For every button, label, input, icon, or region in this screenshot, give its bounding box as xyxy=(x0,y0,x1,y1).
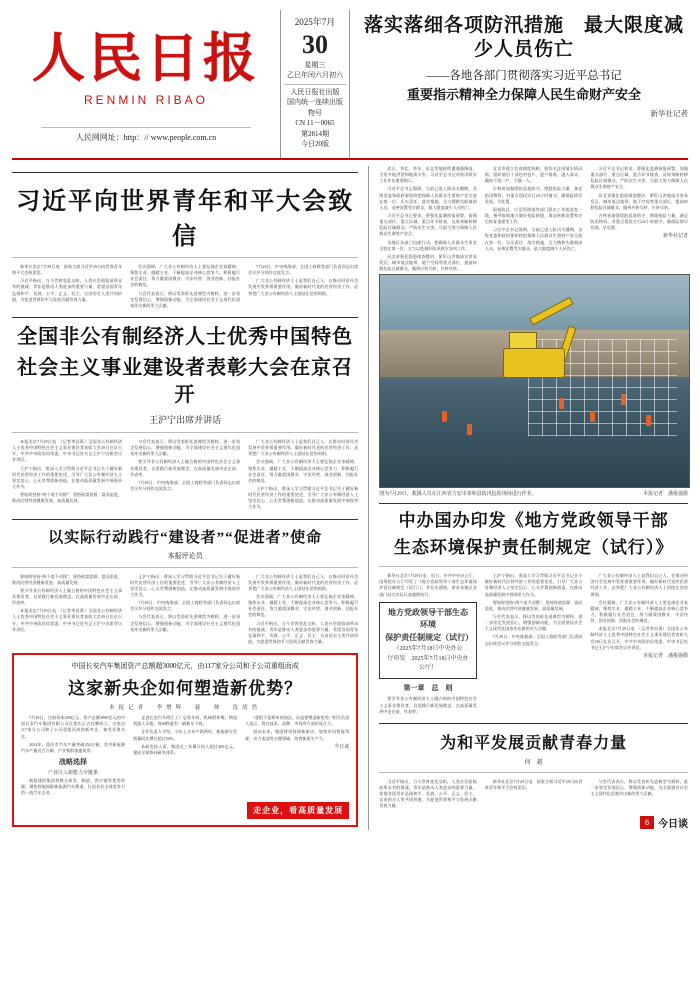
paragraph: 习近平总书记要求，要强化监测预报预警，加强重点部位、重点区域、重点环节排查，及时果断转移危险区域群众，严防次生灾害，尽最大努力保障人民群众生命财产安全。 xyxy=(590,166,689,190)
lead-story-body xyxy=(379,166,688,274)
paragraph: 吉林省加强堤防巡查防守，增派抢险力量，备足防汛物资，对重点堤段实行24小时值守，确保险情早发现、早处置。 xyxy=(484,186,583,204)
paragraph: 王沪宁指出，要深入学习贯彻习近平总书记关于做好新时代民营经济工作的重要论述，引导广大非公有制经济人士坚定信心、心无旁骛创新创造，在推动高质量发展中展现更大作为。 xyxy=(130,573,241,597)
photo-excavator xyxy=(485,318,575,388)
paper-pinyin: RENMIN RIBAO xyxy=(83,93,208,107)
paragraph: 与会代表表示，将以受表彰先进典型为榜样，进一步坚定发展信心，增强创新动能，为全面建设社会主义现代化国家作出新的更大贡献。 xyxy=(590,778,689,797)
feature-box-changan[interactable] xyxy=(12,653,358,827)
photo-worker xyxy=(467,424,472,435)
feature-body xyxy=(21,715,349,798)
headline-editorial[interactable]: 以实际行动践行“建设者”“促进者”使命 xyxy=(48,529,323,546)
headline-regulation-line2[interactable]: 生态环境保护责任制规定（试行）》 xyxy=(393,538,674,558)
paragraph: 本报北京7月29日电 （记者李昌禹）全国非公有制经济人士优秀中国特色社会主义事业建设者表彰大会29日在京召开。中共中央政治局常委、中央书记处书记王沪宁出席会议并讲话。 xyxy=(12,608,123,632)
paragraph: 各地区各部门迅速行动，把确保人民群众生命安全放在第一位，全力以赴做好防汛救灾各项工作。 xyxy=(379,239,477,251)
document-approval-2: 厅印发 2025年7月18日中央办公厅） xyxy=(387,655,469,672)
paragraph: 王沪宁指出，要深入学习贯彻习近平总书记关于做好新时代民营经济工作的重要论述，引导广大非公有制经济人士坚定信心、心无旁骛创新创造，在推动高质量发展中展现更大作为。 xyxy=(484,573,583,597)
youth-byline: 何 越 xyxy=(524,759,543,766)
paragraph: “重组不是简单的加法，而是要塑造新优势。”相关负责人表示，将在技术、品牌、市场等方面形成合力。 xyxy=(245,715,350,727)
paragraph: 习近平总书记要求，要强化监测预报预警，加强重点部位、重点区域、重点环节排查，及时果断转移危险区域群众，严防次生灾害，尽最大努力保障人民群众生命财产安全。 xyxy=(379,212,477,237)
paper-title: 人民日报 xyxy=(32,27,260,89)
photo-credit: 本报记者 潘俊强摄 xyxy=(642,492,688,498)
lead-byline: 新华社记者 xyxy=(650,109,688,119)
today-talk-badge-number: 8 xyxy=(640,816,654,829)
story-editorial-body xyxy=(12,574,358,648)
paragraph: 广大非公有制经济人士是我们自己人，在推动经济社会发展中发挥着重要作用。做好新时代党的民营经济工作，必须把广大非公有制经济人士团结在党的周围。 xyxy=(248,438,359,457)
issue-day: 30 xyxy=(302,29,328,59)
paragraph: 会议强调，广大非公有制经济人士要弘扬企业家精神，聚焦实业、做精主业，不断提高企业核心竞争力，积极履行社会责任，努力做爱国敬业、守法经营、创业创新、回报社会的典范。 xyxy=(590,599,689,624)
paragraph: 新华社北京7月29日电 国家主席习近平29日向世界青年和平大会致贺信。 xyxy=(484,778,583,790)
paragraph: 会议强调，广大非公有制经济人士要弘扬企业家精神，聚焦实业、做精主业，不断提高企业核心竞争力，积极履行社会责任，努力做爱国敬业、守法经营、创业创新、回报社会的典范。 xyxy=(248,459,359,483)
editorial-byline: 本报评论员 xyxy=(167,551,203,560)
feature-subhead: 战略选择 xyxy=(59,757,88,766)
document-title-line2: 保护责任制规定（试行） xyxy=(385,633,474,643)
headline-awards-meeting-line1[interactable]: 全国非公有制经济人士优秀中国特色 xyxy=(17,325,354,348)
paragraph: 广大非公有制经济人士是我们自己人，在推动经济社会发展中发挥着重要作用。做好新时代党的民营经济工作，必须把广大非公有制经济人士团结在党的周围。 xyxy=(248,278,359,296)
paragraph: 要始终坚持“两个毫不动摇”，坚持致富思源、富而思进，推动民营经济健康发展、高质量发展。 xyxy=(12,492,123,504)
issue-lunar: 乙巳年闰六月初六 xyxy=(287,71,343,79)
paragraph: 习近平指出，当今世界变乱交织，人类社会面临前所未有的挑战。青年是推动人类进步的重要力量，希望各国青年弘扬和平、发展、公平、正义、民主、自由的全人类共同价值，为促进世界和平与发展贡献青春力量。 xyxy=(12,278,123,302)
masthead xyxy=(12,10,688,160)
cn-code: CN 11－0065 xyxy=(295,119,335,127)
paragraph: 要引导非公有制经济人士做合格的中国特色社会主义事业建设者，自觉践行新发展理念，在高质量发展中走在前、作表率。 xyxy=(130,459,241,477)
paragraph: 与会代表表示，将以受表彰先进典型为榜样，进一步坚定发展信心，增强创新动能，为全面建设社会主义现代化国家作出新的更大贡献。 xyxy=(130,614,241,632)
headline-youth-peace[interactable]: 为和平发展贡献青春力量 xyxy=(440,734,628,752)
paragraph: 本报北京7月29日电 （记者李昌禹）全国非公有制经济人士优秀中国特色社会主义事业建设者表彰大会29日在京召开。中共中央政治局常委、中央书记处书记王沪宁出席会议并讲话。 xyxy=(12,438,123,463)
feature-byline: 本报记者 李增辉 聂 帅 沈靖然 xyxy=(109,705,262,712)
feature-headline[interactable]: 这家新央企如何塑造新优势？ xyxy=(68,679,303,699)
photo-worker xyxy=(559,398,564,409)
photo-worker xyxy=(590,411,595,422)
lead-story-head xyxy=(350,10,688,158)
paragraph: 与会代表表示，将以受表彰先进典型为榜样，进一步坚定发展信心，增强创新动能，为全面建设社会主义现代化国家作出新的更大贡献。 xyxy=(484,613,583,632)
paper-website[interactable]: 人民网网址：http：// www.people.com.cn xyxy=(41,127,251,143)
paragraph: 新组建的集团将整合研发、制造、供应链等优势资源，聚焦智能网联新能源汽车赛道，打造具有全球竞争力的一流汽车企业。 xyxy=(21,777,126,796)
lead-headline: 落实落细各项防汛措施 最大限度减少人员伤亡 xyxy=(363,15,684,60)
paragraph: 新华社北京7月29日电 近日，中共中央办公厅、国务院办公厅印发了《地方党政领导干部生态环境保护责任制规定（试行）》，并发出通知，要求各地区各部门结合实际认真遵照执行。 xyxy=(379,573,477,597)
photo-worker xyxy=(621,394,626,405)
document-approval-1: （2025年7月18日中央办公 xyxy=(393,646,463,653)
news-photo xyxy=(379,274,690,488)
paragraph: 新华社北京7月29日电 国家主席习近平29日向世界青年和平大会致贺信。 xyxy=(12,264,123,276)
paragraph: 要始终坚持“两个毫不动摇”，坚持致富思源、富而思进，推动民营经济健康发展、高质量发展。 xyxy=(484,599,583,611)
photo-worker xyxy=(442,411,447,422)
paragraph: 习近平总书记强调，当前已进入防汛关键期，各级党委和政府要始终把保障人民群众生命财产安全放在第一位，压实责任、落实措施，全力搜救失联被困人员，妥善安置受灾群众，最大限度减少人员伤亡。 xyxy=(379,186,477,210)
paragraph: 习近平总书记强调，当前已进入防汛关键期，各级党委和政府要始终把保障人民群众生命财产安全放在第一位，压实责任、落实措施，全力搜救失联被困人员，妥善安置受灾群众，最大限度减少人员伤亡。 xyxy=(484,227,583,251)
paragraph: 要引导非公有制经济人士做合格的中国特色社会主义事业建设者，自觉践行新发展理念，在高质量发展中走在前、作表率。 xyxy=(12,587,123,606)
paragraph: 会议强调，广大非公有制经济人士要弘扬企业家精神，聚焦实业、做精主业，不断提高企业核心竞争力，积极履行社会责任，努力做爱国敬业、守法经营、创业创新、回报社会的典范。 xyxy=(130,264,241,288)
paragraph: 7月29日，中央统战部、全国工商联等部门负责同志出席会议并分别作交流发言。 xyxy=(484,634,583,646)
paragraph: 7月29日，中央统战部、全国工商联等部门负责同志出席会议并分别作交流发言。 xyxy=(130,600,241,612)
paragraph: 王沪宁指出，要深入学习贯彻习近平总书记关于做好新时代民营经济工作的重要论述，引导广大非公有制经济人士坚定信心、心无旁骛创新创造，在推动高质量发展中展现更大作为。 xyxy=(248,485,359,510)
paragraph: 广大非公有制经济人士是我们自己人，在推动经济社会发展中发挥着重要作用。做好新时代党的民营经济工作，必须把广大非公有制经济人士团结在党的周围。 xyxy=(590,573,689,597)
headline-xi-letter[interactable]: 习近平向世界青年和平大会致信 xyxy=(16,189,355,250)
paragraph: 习近平指出，当今世界变乱交织，人类社会面临前所未有的挑战。青年是推动人类进步的重要力量，希望各国青年弘扬和平、发展、公平、正义、民主、自由的全人类共同价值，为促进世界和平与发展贡献青春力量。 xyxy=(379,778,477,809)
feature-kicker: 中国长安汽车集团资产总额超3000亿元，由117家分公司和子公司重组而成 xyxy=(71,662,299,671)
paragraph: 北京市建立会商调度机制，密切关注雨情水情汛情，组织基层干部包村包片，逐户排查、逐人落实，确保不落一户、不漏一人。 xyxy=(484,166,583,184)
paragraph: 近日，华北、华东、东北等地持续遭遇强降雨，引发多地洪涝和地质灾害。习近平总书记对防汛救灾工作作出重要指示。 xyxy=(379,166,477,184)
document-title-box xyxy=(379,602,477,679)
lead-end-tag: 新华社记者 xyxy=(663,234,689,240)
paragraph: 吉林省加强堤防巡查防守，增派抢险力量，备足防汛物资，对重点堤段实行24小时值守，确保险情早发现、早处置。 xyxy=(590,212,689,231)
paragraph: 与会代表表示，将以受表彰先进典型为榜样，进一步坚定发展信心，增强创新动能，为全面建设社会主义现代化国家作出新的更大贡献。 xyxy=(130,438,241,457)
paragraph: 河北省强化隐患排查整治，紧盯山洪地质灾害易发区、城市低洼地带、地下空间等重点部位，提前转移危险区域群众，做到应转尽转、应转早转。 xyxy=(379,253,477,272)
document-title-line1: 地方党政领导干部生态环境 xyxy=(387,607,468,630)
paragraph: 国家防总、应急管理部等部门派出工作组赶赴一线，指导协助地方做好抢险救援、群众转移安置和灾后恢复重建等工作。 xyxy=(484,206,583,225)
paragraph: 企业负责人介绍，今年上半年产销两旺，新能源车型销量同比增长超过50%。 xyxy=(133,729,238,741)
issue-date: 2025年7月 xyxy=(294,17,336,27)
photo-worker xyxy=(646,415,651,426)
page-count: 今日20版 xyxy=(301,140,329,148)
paragraph: 广大非公有制经济人士是我们自己人，在推动经济社会发展中发挥着重要作用。做好新时代党的民营经济工作，必须把广大非公有制经济人士团结在党的周围。 xyxy=(248,573,359,591)
headline-regulation-line1[interactable]: 中办国办印发《地方党政领导干部 xyxy=(398,511,669,531)
masthead-brand xyxy=(12,10,280,158)
left-column-zone xyxy=(12,166,358,830)
headline-awards-meeting-line2[interactable]: 社会主义事业建设者表彰大会在京召开 xyxy=(17,356,354,406)
paragraph: 会议强调，广大非公有制经济人士要弘扬企业家精神，聚焦实业、做精主业，不断提高企业核心竞争力，积极履行社会责任，努力做爱国敬业、守法经营、创业创新、回报社会的典范。 xyxy=(248,593,359,618)
issue-weekday: 星期三 xyxy=(304,60,326,69)
paragraph: 面向未来，集团将坚持创新驱动，加快布局智能驾驶、动力电池等关键领域，培育新质生产力。 xyxy=(245,729,350,741)
lead-subhead-1: ——各地各部门贯彻落实习近平总书记 xyxy=(426,69,622,82)
document-chapter: 第一章 总 则 xyxy=(403,683,453,692)
headline-awards-subhead: 王沪宁出席并讲话 xyxy=(149,414,222,425)
paragraph: 要引导非公有制经济人士做合格的中国特色社会主义事业建设者，自觉践行新发展理念，在高质量发展中走在前、作表率。 xyxy=(379,696,477,714)
paragraph: 习近平指出，当今世界变乱交织，人类社会面临前所未有的挑战。青年是推动人类进步的重要力量，希望各国青年弘扬和平、发展、公平、正义、民主、自由的全人类共同价值，为促进世界和平与发展贡献青春力量。 xyxy=(248,620,359,644)
paragraph: 本报北京7月29日电 （记者李昌禹）全国非公有制经济人士优秀中国特色社会主义事业建设者表彰大会29日在京召开。中共中央政治局常委、中央书记处书记王沪宁出席会议并讲话。 xyxy=(590,626,689,650)
issue-number: 第2814期 xyxy=(301,129,329,138)
photo-caption: 图为7月29日，救援人员在江西省吉安市泰和县防汛抢险现场进行作业。 xyxy=(379,492,537,498)
registration: 国内统一连续出版物号 xyxy=(287,98,343,117)
paragraph: 从研发投入看，集团近三年累计投入超过400亿元，建成全球协同研发体系。 xyxy=(133,743,238,755)
paragraph: 7月29日，中央统战部、全国工商联等部门负责同志出席会议并分别作交流发言。 xyxy=(248,264,359,276)
masthead-dateblock xyxy=(280,10,350,158)
right-column-zone xyxy=(368,166,688,830)
story-regulation-body xyxy=(379,573,688,717)
page-body xyxy=(12,166,688,830)
regulation-end-tag: 本报记者 潘俊强摄 xyxy=(643,653,689,659)
paragraph: 要始终坚持“两个毫不动摇”，坚持致富思源、富而思进，推动民营经济健康发展、高质量发展。 xyxy=(12,573,123,585)
story-xi-letter-body xyxy=(12,264,358,311)
story-youth-body xyxy=(379,779,688,812)
feature-subhead-2: 产业注入新能力全链条 xyxy=(48,771,99,777)
paragraph: 走进长安汽车两江工厂总装车间，机械臂挥舞，物流机器人穿梭，每60秒就有一辆新车下线。 xyxy=(133,715,238,727)
today-talk-label[interactable]: 今日谈 xyxy=(658,819,688,831)
lead-subhead-2: 重要指示精神全力保障人民生命财产安全 xyxy=(406,86,641,102)
paragraph: 7月29日，注册资本200亿元、资产总额3000亿元的中国长安汽车集团有限公司在重庆正式挂牌成立。这家由117家分公司和子公司重组而成的新央企，备受业界关注。 xyxy=(21,715,126,739)
paragraph: 与会代表表示，将以受表彰先进典型为榜样，进一步坚定发展信心，增强创新动能，为全面建设社会主义现代化国家作出新的更大贡献。 xyxy=(130,290,241,308)
feature-tag[interactable]: 走企业，看高质量发展 xyxy=(247,802,349,819)
paragraph: 7月29日，中央统战部、全国工商联等部门负责同志出席会议并分别作交流发言。 xyxy=(130,479,241,491)
paragraph: 王沪宁指出，要深入学习贯彻习近平总书记关于做好新时代民营经济工作的重要论述，引导广大非公有制经济人士坚定信心、心无旁骛创新创造，在推动高质量发展中展现更大作为。 xyxy=(12,465,123,489)
paragraph: 2024年，重庆市汽车产量突破254万辆，其中新能源汽车产量近百万辆，产业集群加速成形。 xyxy=(21,741,126,753)
publisher: 人民日报社出版 xyxy=(284,84,346,98)
paragraph: 河北省强化隐患排查整治，紧盯山洪地质灾害易发区、城市低洼地带、地下空间等重点部位，提前转移危险区域群众，做到应转尽转、应转早转。 xyxy=(590,192,689,210)
continued-tag: 今日谈 xyxy=(334,744,350,750)
story-awards-body xyxy=(12,439,358,513)
